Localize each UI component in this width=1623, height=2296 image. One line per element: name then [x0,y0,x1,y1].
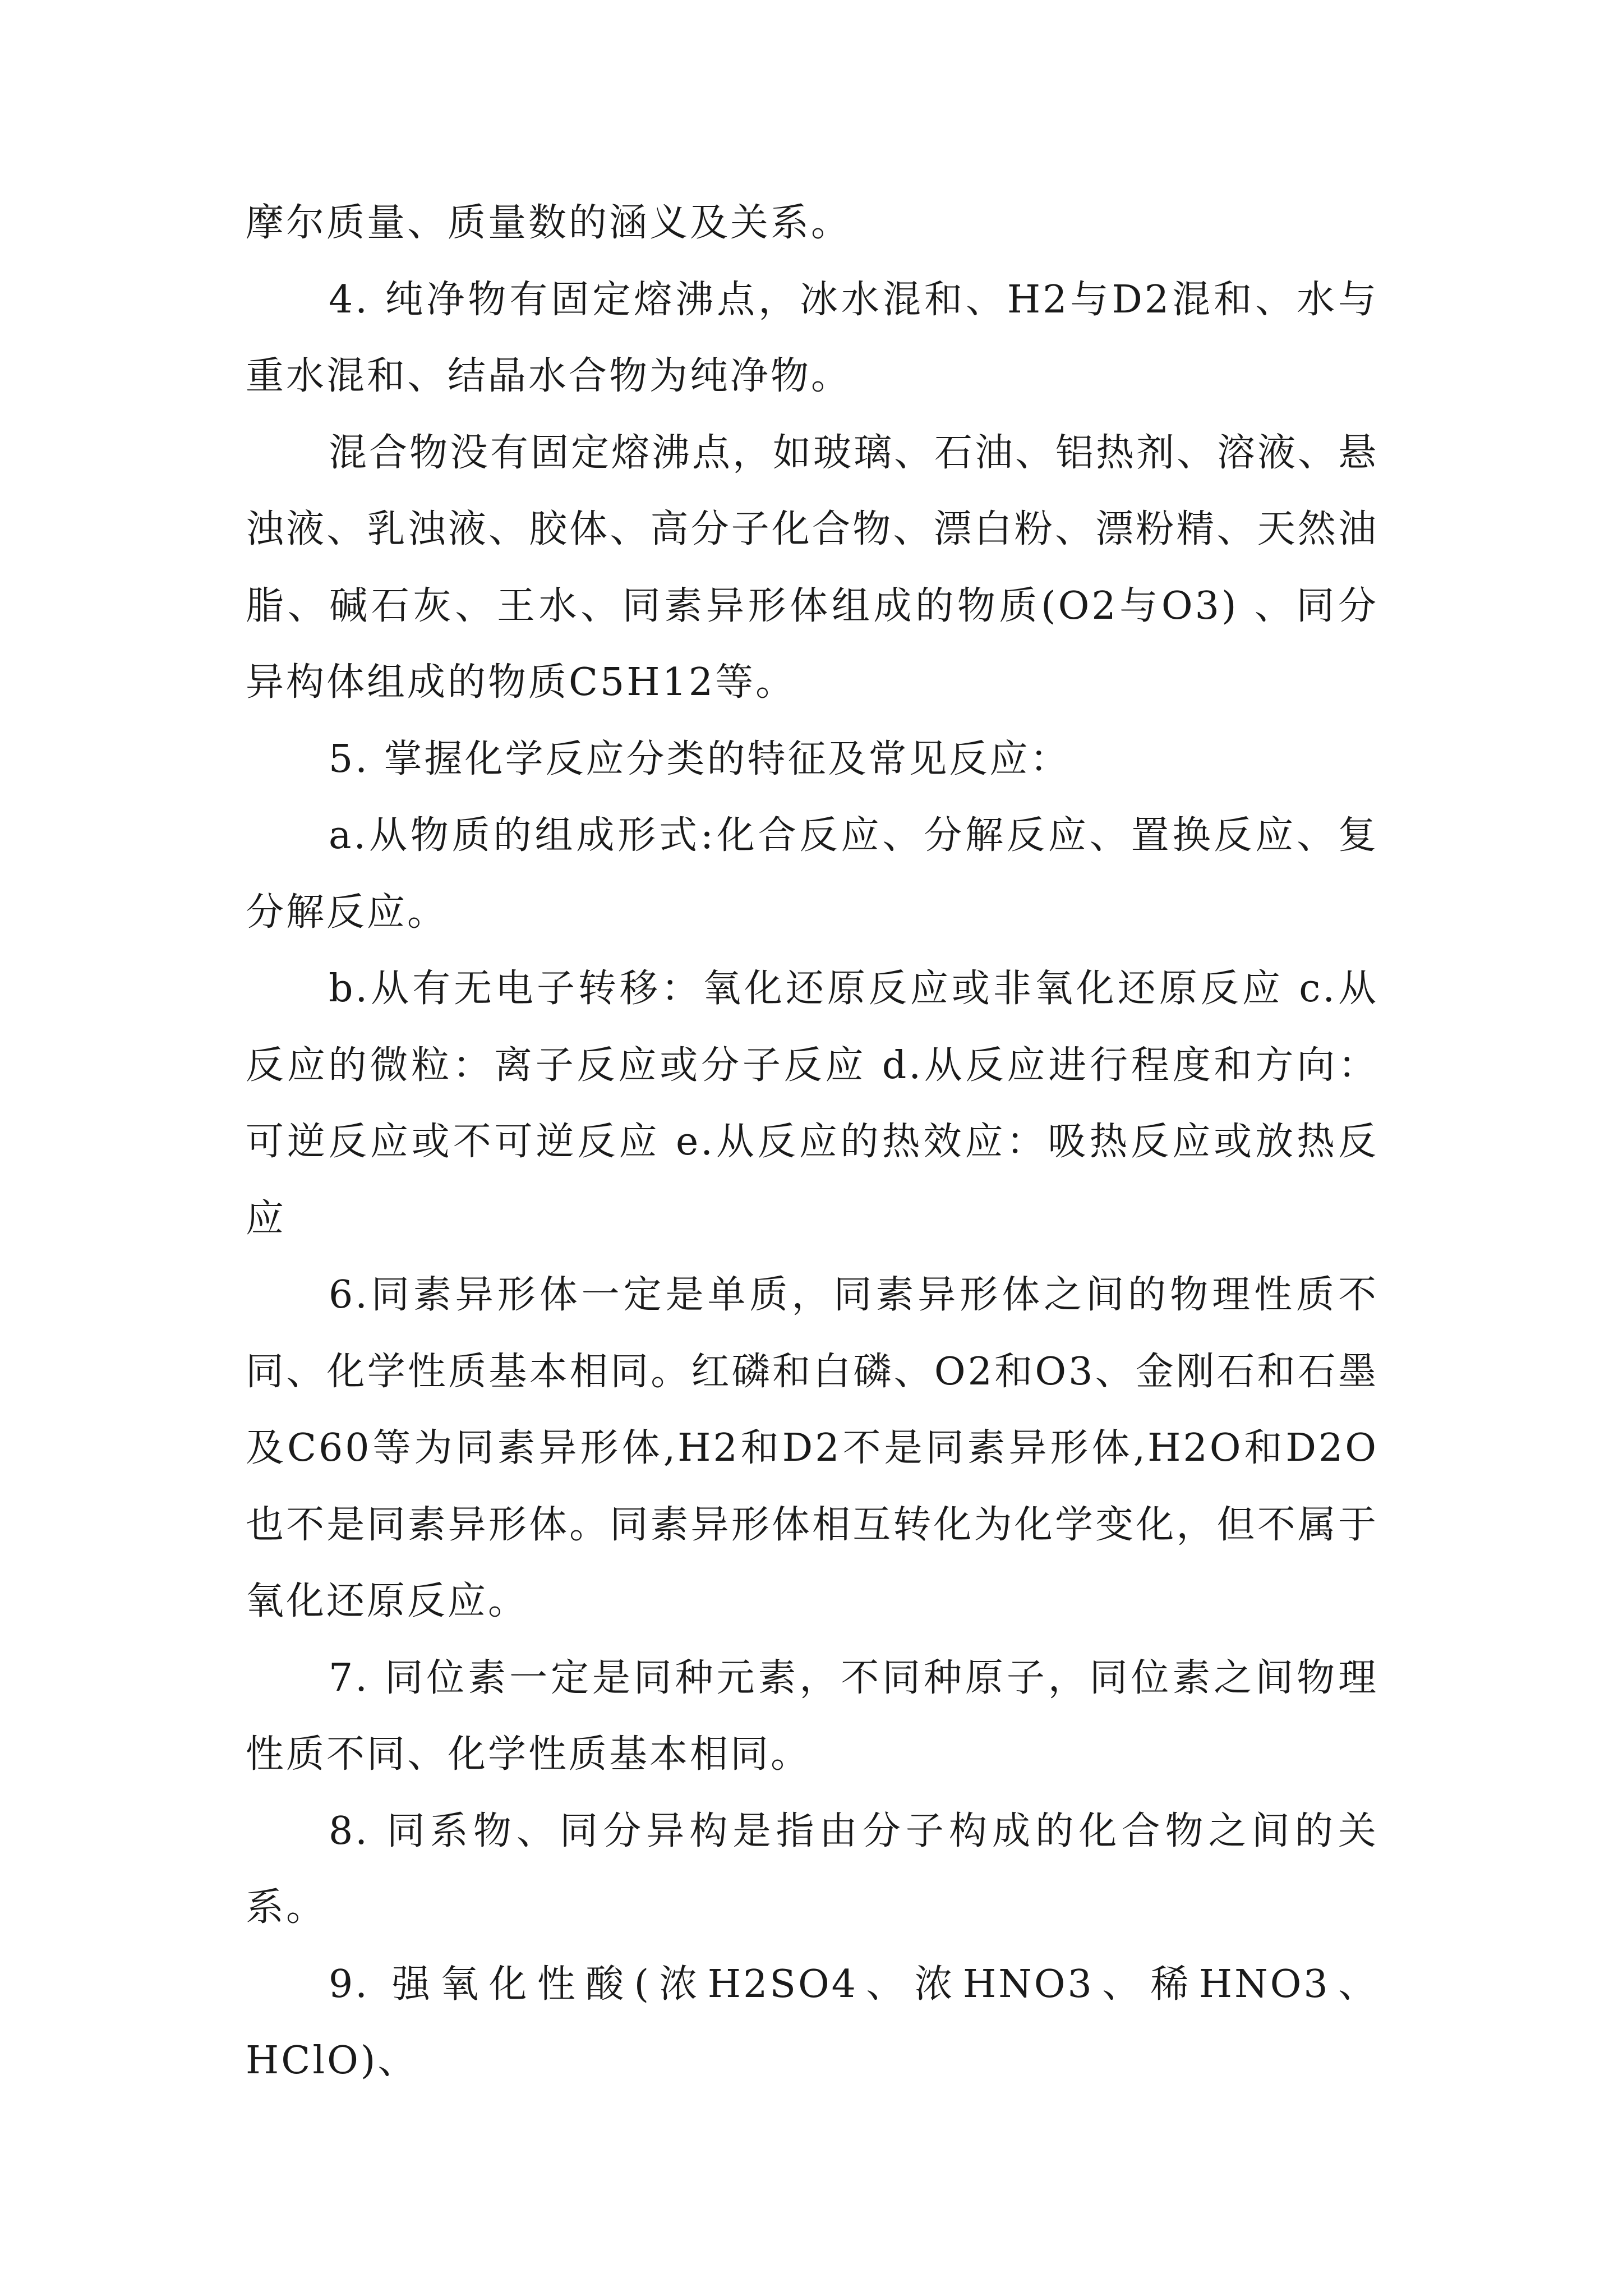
paragraph-item-5b-to-5e: b.从有无电子转移：氧化还原反应或非氧化还原反应 c.从反应的微粒：离子反应或分子反应 d.从反应进行程度和方向：可逆反应或不可逆反应 e.从反应的热效应：吸热反应或放热反应 [246,967,1378,1241]
paragraph-item-5-reaction-classification: 5. 掌握化学反应分类的特征及常见反应： [329,737,1071,781]
paragraph-item-8-homologs-isomers: 8. 同系物、同分异构是指由分子构成的化合物之间的关系。 [246,1809,1378,1930]
paragraph-item-5a: a.从物质的组成形式:化合反应、分解反应、置换反应、复分解反应。 [246,813,1378,935]
paragraph-item-4-pure-substance: 4. 纯净物有固定熔沸点，冰水混和、H2与D2混和、水与重水混和、结晶水合物为纯净物。 [246,277,1378,398]
paragraph-molar-mass-continuation: 摩尔质量、质量数的涵义及关系。 [246,201,852,245]
paragraph-mixtures: 混合物没有固定熔沸点，如玻璃、石油、铝热剂、溶液、悬浊液、乳浊液、胶体、高分子化合物、漂白粉、漂粉精、天然油脂、碱石灰、王水、同素异形体组成的物质(O2与O3) 、同分异构体组成的物质C5H12等。 [246,430,1379,705]
paragraph-item-9-oxidizing-acids: 9. 强氧化性酸(浓H2SO4、浓HNO3、稀HNO3、HClO)、 [246,1962,1378,2083]
document-body [246,185,1378,2100]
paragraph-item-6-allotropes: 6.同素异形体一定是单质，同素异形体之间的物理性质不同、化学性质基本相同。红磷和白磷、O2和O3、金刚石和石墨及C60等为同素异形体,H2和D2不是同素异形体,H2O和D2O也不是同素异形体。同素异形体相互转化为化学变化，但不属于氧化还原反应。 [246,1273,1378,1623]
paragraph-item-7-isotopes: 7. 同位素一定是同种元素，不同种原子，同位素之间物理性质不同、化学性质基本相同。 [246,1655,1378,1777]
